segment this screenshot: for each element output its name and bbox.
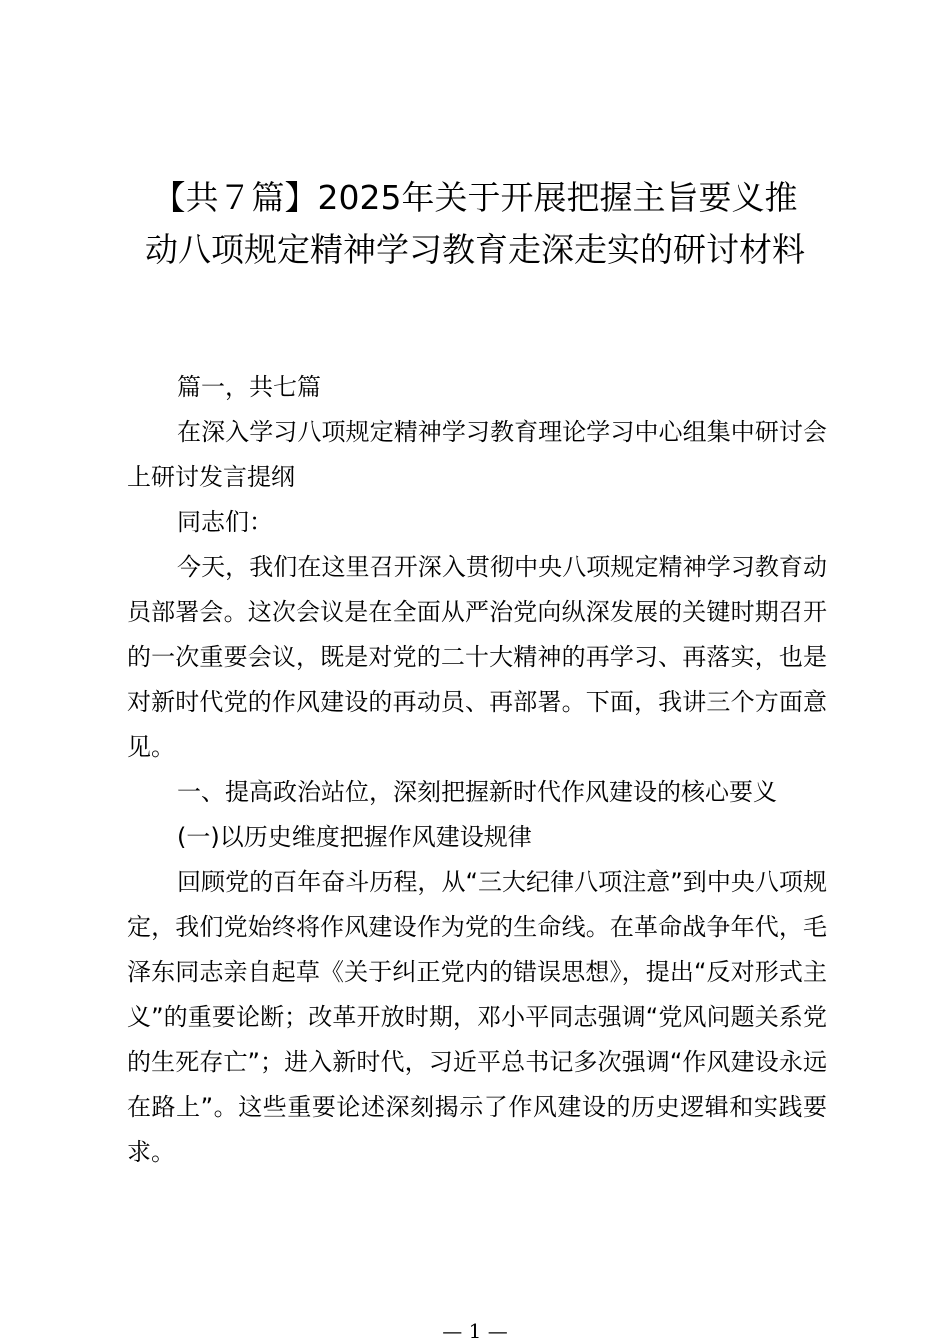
- document-body: [127, 365, 827, 1175]
- page-number: — 1 —: [442, 1319, 508, 1343]
- subsection-heading-1: (一)以历史维度把握作风建设规律: [177, 823, 532, 851]
- document-title: [110, 172, 840, 276]
- title-line-2: 动八项规定精神学习教育走深走实的研讨材料: [145, 230, 805, 269]
- body-paragraph: 回顾党的百年奋斗历程，从“三大纪律八项注意”到中央八项规定，我们党始终将作风建设作为党的生命线。在革命战争年代，毛泽东同志亲自起草《关于纠正党内的错误思想》，提出“反对形式主义”的重要论断；改革开放时期，邓小平同志强调“党风问题关系党的生死存亡”；进入新时代，习近平总书记多次强调“作风建设永远在路上”。这些重要论述深刻揭示了作风建设的历史逻辑和实践要求。: [127, 868, 827, 1166]
- section-heading-1: 一、提高政治站位，深刻把握新时代作风建设的核心要义: [177, 778, 777, 806]
- intro-paragraph: 今天，我们在这里召开深入贯彻中央八项规定精神学习教育动员部署会。这次会议是在全面从严治党向纵深发展的关键时期召开的一次重要会议，既是对党的二十大精神的再学习、再落实，也是对新时代党的作风建设的再动员、再部署。下面，我讲三个方面意见。: [127, 553, 827, 761]
- salutation: 同志们：: [177, 508, 273, 536]
- section-label: 篇一，共七篇: [177, 373, 321, 401]
- speech-heading: 在深入学习八项规定精神学习教育理论学习中心组集中研讨会上研讨发言提纲: [127, 418, 827, 491]
- title-line-1: 【共７篇】2025年关于开展把握主旨要义推: [152, 178, 798, 217]
